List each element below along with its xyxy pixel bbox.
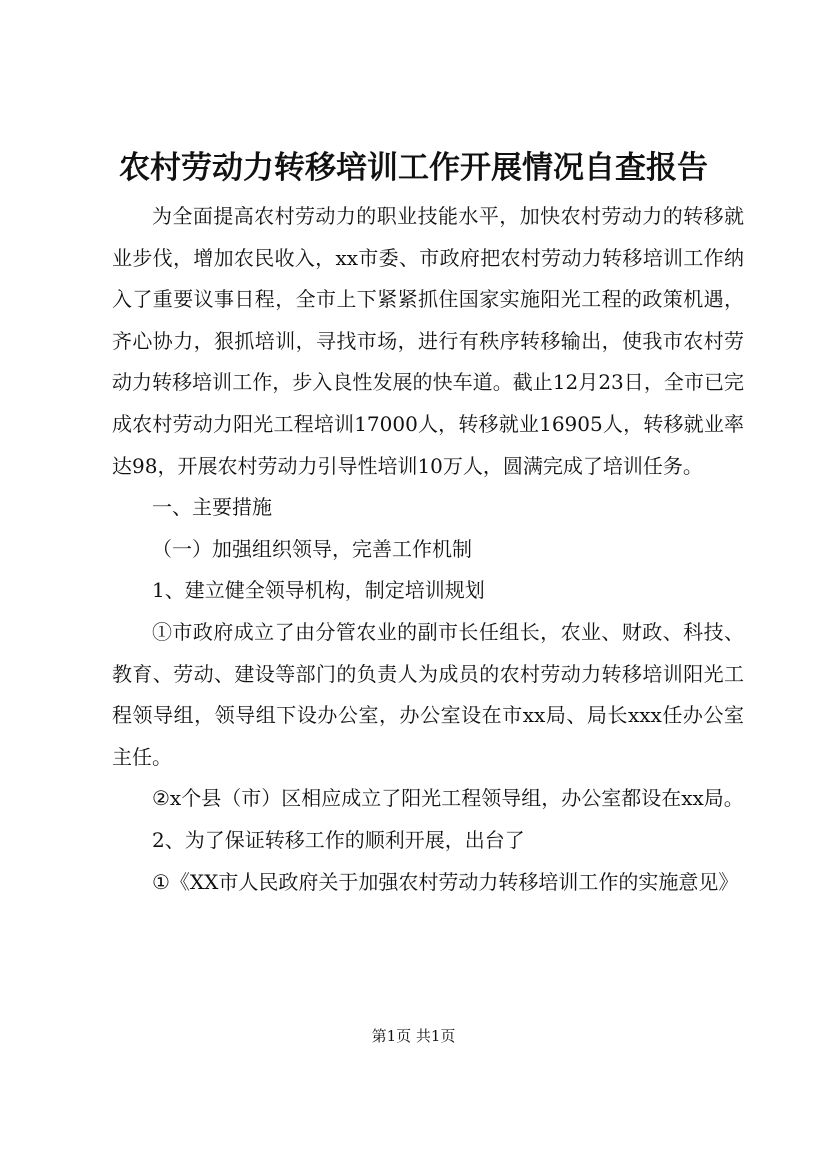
paragraph-implementation-opinion: ①《XX市人民政府关于加强农村劳动力转移培训工作的实施意见》: [152, 869, 739, 894]
document-title: 农村劳动力转移培训工作开展情况自查报告: [119, 150, 708, 186]
paragraph-city-leadership-group: ①市政府成立了由分管农业的副市长任组长，农业、财政、科技、教育、劳动、建设等部门的负责人为成员的农村劳动力转移培训阳光工程领导组，领导组下设办公室，办公室设在市xx局、局长xxx任办公室主任。: [112, 619, 744, 769]
item-heading-leadership: 1、建立健全领导机构，制定培训规划: [152, 578, 485, 603]
document-body: [112, 196, 744, 903]
paragraph-intro: 为全面提高农村劳动力的职业技能水平，加快农村劳动力的转移就业步伐，增加农民收入，xx市委、市政府把农村劳动力转移培训工作纳入了重要议事日程，全市上下紧紧抓住国家实施阳光工程的政策机遇，齐心协力，狠抓培训，寻找市场，进行有秩序转移输出，使我市农村劳动力转移培训工作，步入良性发展的快车道。截止12月23日，全市已完成农村劳动力阳光工程培训17000人，转移就业16905人，转移就业率达98，开展农村劳动力引导性培训10万人，圆满完成了培训任务。: [112, 204, 744, 478]
item-heading-policies: 2、为了保证转移工作的顺利开展，出台了: [152, 827, 525, 852]
section-heading-main-measures: 一、主要措施: [152, 495, 272, 520]
page-footer: 第1页 共1页: [371, 1027, 456, 1045]
subsection-heading-organization: （一）加强组织领导，完善工作机制: [152, 536, 472, 561]
paragraph-county-leadership-group: ②x个县（市）区相应成立了阳光工程领导组，办公室都设在xx局。: [152, 786, 744, 811]
